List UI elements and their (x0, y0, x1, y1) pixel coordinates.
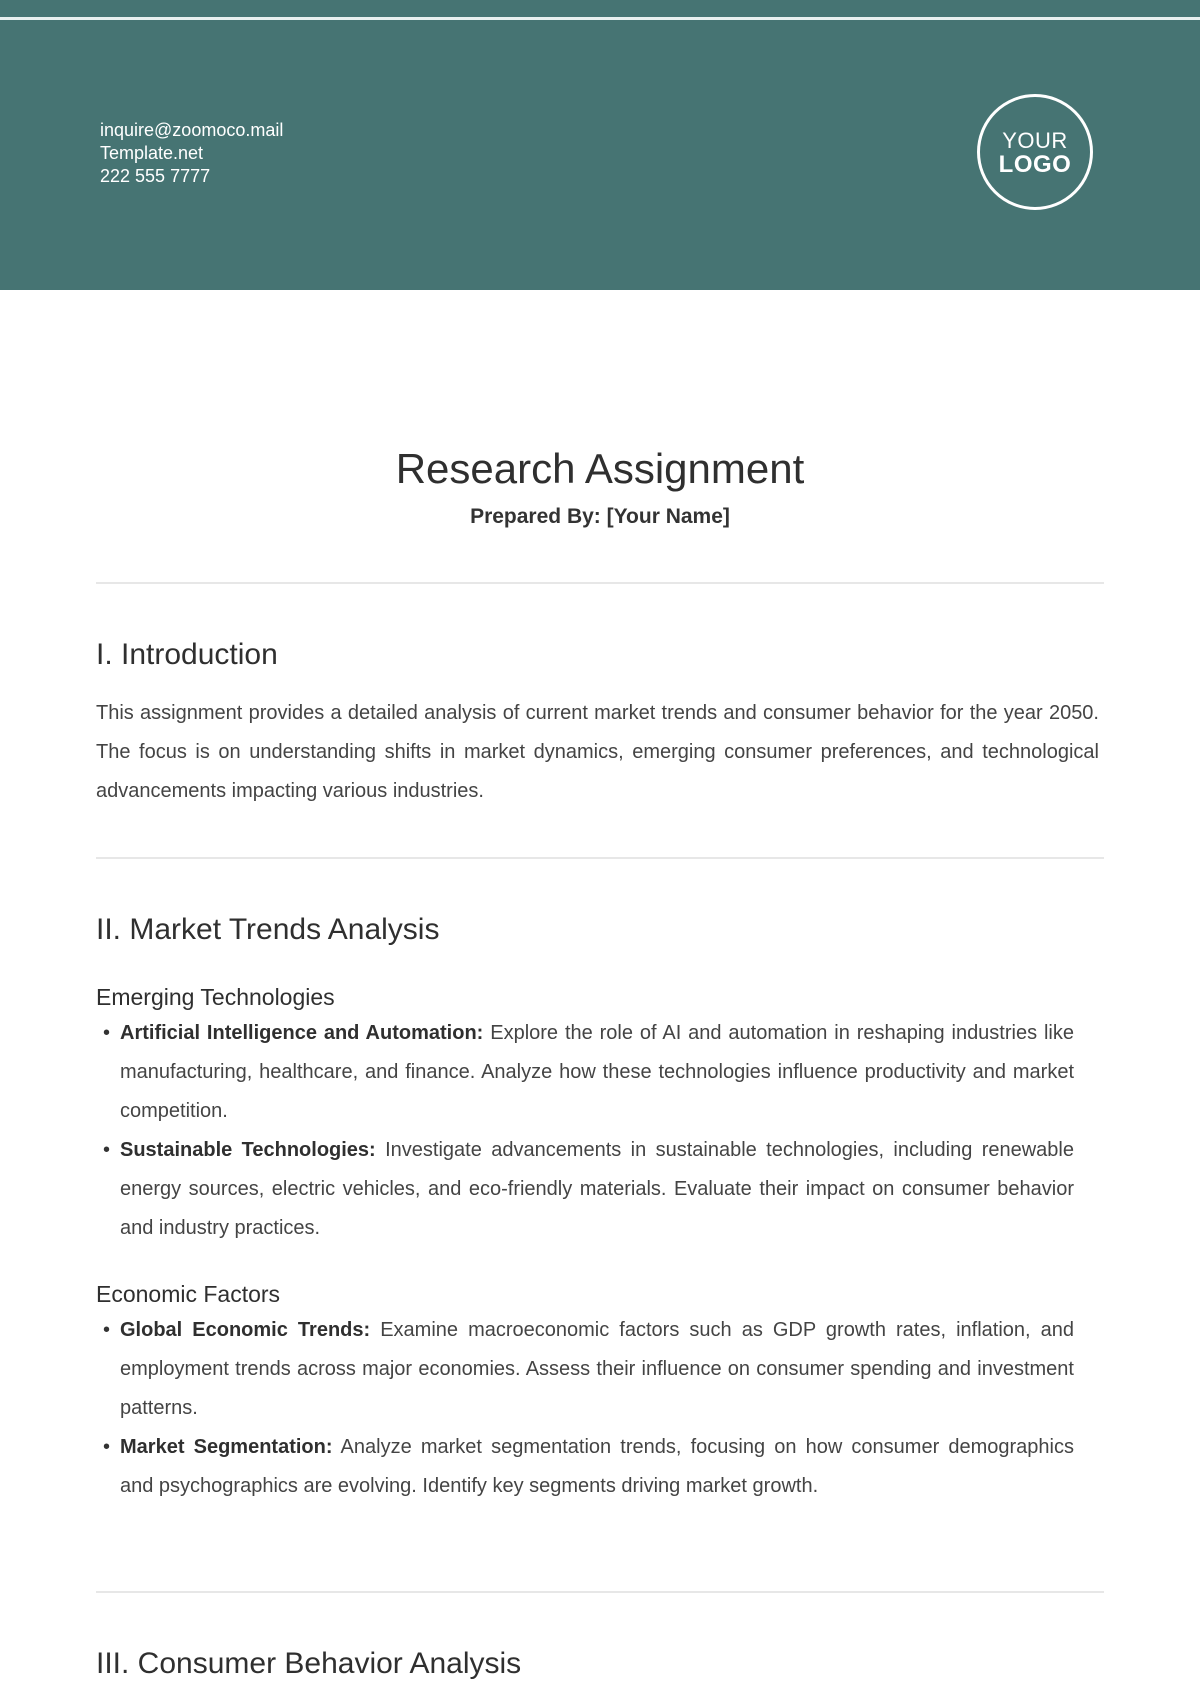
contact-phone: 222 555 7777 (100, 166, 211, 186)
contact-website: Template.net (100, 143, 204, 163)
emerging-technologies-heading: Emerging Technologies (96, 984, 335, 1010)
bullet-label: Artificial Intelligence and Automation: (120, 1022, 484, 1044)
economic-factors-list (96, 1311, 1074, 1506)
company-logo (977, 94, 1093, 210)
bullet-label: Global Economic Trends: (120, 1319, 371, 1341)
bullet-text: Investigate advancements in sustainable technologies, including renewable energy sources, electric vehicles, and eco-friendly materials. Evaluate their impact on consumer behavior and industry practices. (120, 1139, 1074, 1239)
contact-email: inquire@zoomoco.mail (100, 120, 284, 140)
divider-after-introduction (96, 857, 1104, 859)
introduction-paragraph: This assignment provides a detailed analysis of current market trends and consumer behavior for the year 2050. The focus is on understanding shifts in market dynamics, emerging consumer preferences, and technological advancements impacting various industries. (96, 702, 1099, 802)
logo-text-logo: LOGO (998, 151, 1072, 178)
document-title: Research Assignment (395, 445, 805, 492)
bullet-marker: • (103, 1319, 111, 1341)
prepared-by: Prepared By: [Your Name] (470, 505, 730, 528)
economic-factors-heading: Economic Factors (96, 1281, 281, 1307)
bullet-label: Market Segmentation: (120, 1436, 333, 1458)
bullet-marker: • (103, 1436, 111, 1458)
list-item (96, 1014, 1074, 1131)
logo-text-your: YOUR (1002, 128, 1068, 153)
bullet-text: Examine macroeconomic factors such as GDP growth rates, inflation, and employment trends across major economies. Assess their influence on consumer spending and investment patterns. (120, 1319, 1074, 1419)
bullet-text: Explore the role of AI and automation in reshaping industries like manufacturing, healthcare, and finance. Analyze how these technologies influence productivity and market competition. (120, 1022, 1075, 1122)
consumer-behavior-heading: III. Consumer Behavior Analysis (96, 1647, 522, 1680)
introduction-heading: I. Introduction (96, 638, 278, 671)
divider-after-market-trends (96, 1591, 1104, 1593)
contact-info (100, 119, 283, 188)
bullet-marker: • (103, 1139, 111, 1161)
list-item (96, 1131, 1074, 1248)
document-header (0, 0, 1200, 290)
divider-after-title (96, 582, 1104, 584)
list-item (96, 1428, 1074, 1506)
list-item (96, 1311, 1074, 1428)
bullet-marker: • (103, 1022, 111, 1044)
header-top-line (0, 17, 1200, 20)
bullet-label: Sustainable Technologies: (120, 1139, 376, 1161)
market-trends-heading: II. Market Trends Analysis (96, 913, 440, 946)
bullet-text: Analyze market segmentation trends, focusing on how consumer demographics and psychographics are evolving. Identify key segments driving market growth. (120, 1436, 1074, 1497)
emerging-technologies-list (96, 1014, 1074, 1248)
